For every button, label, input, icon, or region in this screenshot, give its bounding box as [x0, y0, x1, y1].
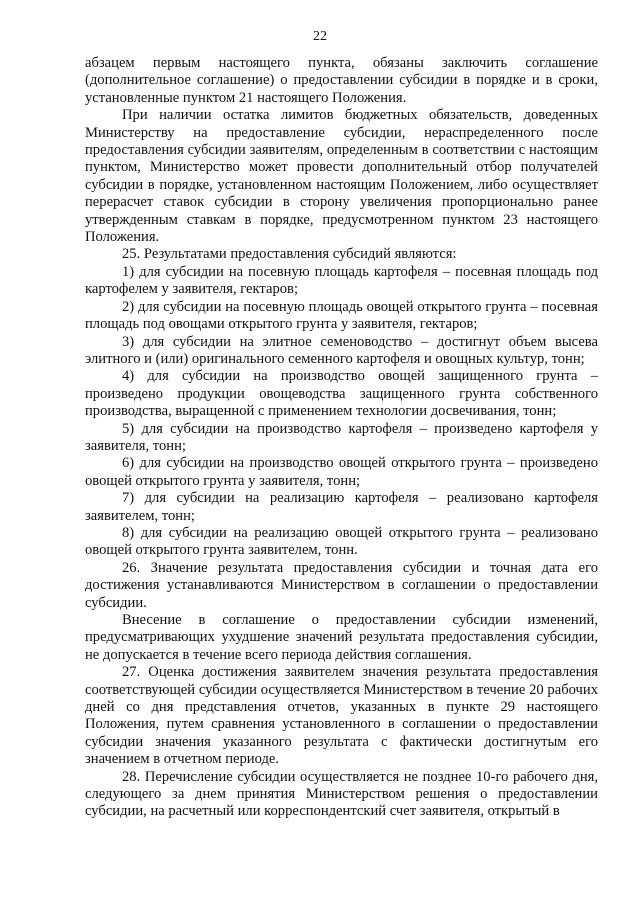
list-item-1: 1) для субсидии на посевную площадь картофеля – посевная площадь под картофелем у заявителя, гектаров; [85, 263, 598, 298]
paragraph-item-28: 28. Перечисление субсидии осуществляется не позднее 10-го рабочего дня, следующего за днем принятия Министерством решения о предоставлении субсидии, на расчетный или корреспондентский счет заявителя, открытый в [85, 768, 598, 820]
list-item-2: 2) для субсидии на посевную площадь овощей открытого грунта – посевная площадь под овощами открытого грунта у заявителя, гектаров; [85, 298, 598, 333]
page-number: 22 [313, 29, 327, 44]
paragraph-item-25: 25. Результатами предоставления субсидий являются: [122, 246, 457, 263]
paragraph-remaining-limits: При наличии остатка лимитов бюджетных обязательств, доведенных Министерству на предоставление субсидии, нераспределенного после предоставления субсидии заявителям, определенным в соответствии с настоящим пунктом, Министерство может провести дополнительный отбор получателей субсидии в порядке, установленном настоящим Положением, либо осуществляет перерасчет ставок субсидии в сторону увеличения пропорционально ранее утвержденным ставкам в порядке, предусмотренном пунктом 23 настоящего Положения. [85, 107, 598, 246]
list-item-3: 3) для субсидии на элитное семеноводство – достигнут объем высева элитного и (или) оригинального семенного картофеля и овощных культур, тонн; [85, 333, 598, 367]
paragraph-continuation: абзацем первым настоящего пункта, обязаны заключить соглашение (дополнительное соглашение) о предоставлении субсидии в порядке и в сроки, установленные пунктом 21 настоящего Положения. [85, 55, 598, 106]
list-item-4: 4) для субсидии на производство овощей защищенного грунта – произведено продукции овощеводства защищенного грунта собственного производства, выращенной с применением технологии досвечивания, тонн; [85, 368, 598, 420]
paragraph-item-27: 27. Оценка достижения заявителем значения результата предоставления соответствующей субсидии осуществляется Министерством в течение 20 рабочих дней со дня представления отчетов, указанных в пункте 29 настоящего Положения, путем сравнения установленного в соглашении о предоставлении субсидии значения указанного результата с фактически достигнутым его значением в отчетном периоде. [85, 664, 598, 768]
list-item-7: 7) для субсидии на реализацию картофеля – реализовано картофеля заявителем, тонн; [85, 490, 598, 524]
list-item-5: 5) для субсидии на производство картофеля – произведено картофеля у заявителя, тонн; [85, 420, 598, 454]
paragraph-amendments: Внесение в соглашение о предоставлении субсидии изменений, предусматривающих ухудшение значений результата предоставления субсидии, не допускается в течение всего периода действия соглашения. [85, 612, 598, 663]
paragraph-item-26: 26. Значение результата предоставления субсидии и точная дата его достижения устанавливаются Министерством в соглашении о предоставлении субсидии. [85, 559, 598, 611]
list-item-8: 8) для субсидии на реализацию овощей открытого грунта – реализовано овощей открытого грунта заявителем, тонн. [85, 524, 598, 559]
document-body [85, 55, 598, 821]
list-item-6: 6) для субсидии на производство овощей открытого грунта – произведено овощей открытого грунта у заявителя, тонн; [85, 455, 598, 489]
